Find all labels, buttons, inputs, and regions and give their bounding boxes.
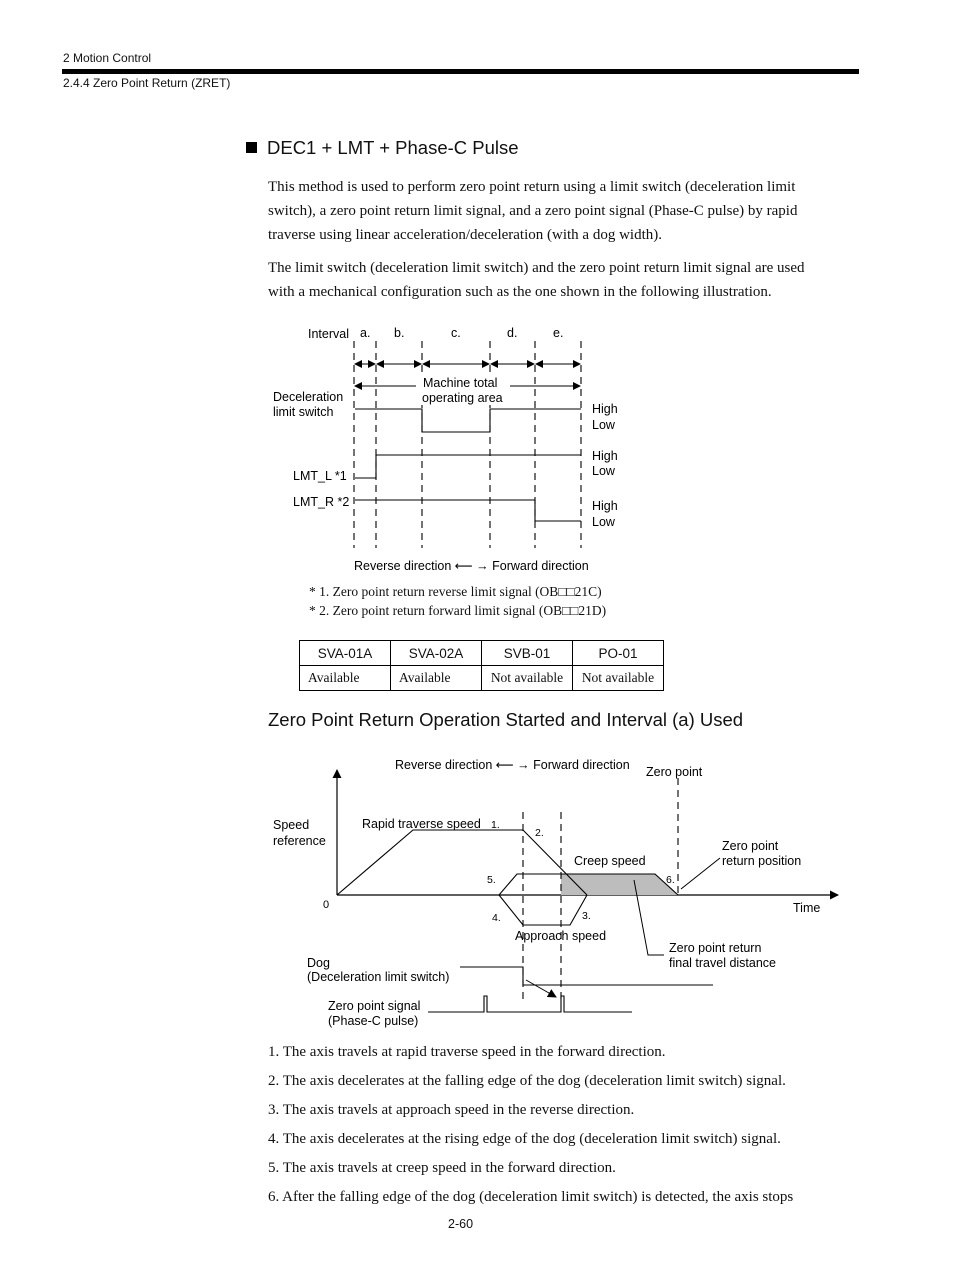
marker-2: 2. (535, 827, 544, 839)
marker-3: 3. (582, 910, 591, 922)
speed-reference-label-2: reference (273, 834, 326, 848)
table-cell: Not available (573, 666, 664, 691)
low-label: Low (592, 418, 615, 432)
final-travel-distance-label-2: final travel distance (669, 956, 777, 970)
time-axis-label: Time (793, 901, 821, 915)
approach-speed-label: Approach speed (515, 929, 607, 943)
dec-limit-switch-label: Deceleration (273, 390, 344, 404)
interval-label: Interval (308, 327, 349, 341)
table-cell: Available (300, 666, 391, 691)
origin-label: 0 (323, 899, 330, 911)
subsection-title: Zero Point Return Operation Started and Interval (a) Used (268, 709, 744, 730)
direction-label: Reverse direction ⟵ → Forward direction (354, 559, 589, 573)
table-header-cell: PO-01 (573, 641, 664, 666)
high-label: High (592, 449, 618, 463)
list-item: 2. The axis decelerates at the falling edge of the dog (deceleration limit switch) signal. (268, 1073, 786, 1089)
intro-line: switch), a zero point return limit signal, and a zero point signal (Phase-C pulse) by rapid (268, 203, 798, 219)
interval-c-label: c. (451, 326, 461, 340)
list-item: 1. The axis travels at rapid traverse speed in the forward direction. (268, 1044, 666, 1060)
low-label: Low (592, 464, 615, 478)
rapid-traverse-speed-label: Rapid traverse speed (362, 817, 481, 831)
interval-a-label: a. (360, 326, 371, 340)
speed-reference-label: Speed (273, 818, 310, 832)
interval-e-label: e. (553, 326, 564, 340)
zero-point-return-position-label: Zero point (722, 839, 779, 853)
marker-1: 1. (491, 819, 500, 831)
phase-c-pulse-waveform (428, 996, 632, 1012)
dog-label-2: (Deceleration limit switch) (307, 970, 450, 984)
high-label: High (592, 499, 618, 513)
marker-6: 6. (666, 874, 675, 886)
page-number: 2-60 (448, 1217, 474, 1231)
intro-line: with a mechanical configuration such as the one shown in the following illustration. (268, 284, 772, 300)
interval-d-label: d. (507, 326, 518, 340)
footnote-2: * 2. Zero point return forward limit signal (OB□□21D) (309, 603, 607, 618)
zero-point-return-position-label-2: return position (722, 854, 802, 868)
running-header-chapter: 2 Motion Control (63, 51, 152, 65)
table-header-cell: SVA-01A (300, 641, 391, 666)
lmt-r-label: LMT_R *2 (293, 495, 350, 509)
intro-line: The limit switch (deceleration limit switch) and the zero point return limit signal are used (268, 260, 805, 276)
list-item: 6. After the falling edge of the dog (deceleration limit switch) is detected, the axis stops (268, 1189, 794, 1205)
leader-line (681, 858, 720, 889)
table-header-cell: SVB-01 (482, 641, 573, 666)
phase-c-label: Zero point signal (328, 999, 421, 1013)
dog-label: Dog (307, 956, 330, 970)
running-header-section: 2.4.4 Zero Point Return (ZRET) (63, 76, 231, 90)
table-cell: Available (391, 666, 482, 691)
marker-4: 4. (492, 912, 501, 924)
list-item: 5. The axis travels at creep speed in the forward direction. (268, 1160, 616, 1176)
footnote-1: * 1. Zero point return reverse limit signal (OB□□21C) (309, 584, 602, 599)
machine-total-area-label-2: operating area (422, 391, 503, 405)
dec-limit-switch-label-2: limit switch (273, 405, 334, 419)
list-item: 4. The axis decelerates at the rising edge of the dog (deceleration limit switch) signal. (268, 1131, 781, 1147)
marker-5: 5. (487, 874, 496, 886)
phase-c-label-2: (Phase-C pulse) (328, 1014, 419, 1028)
lmt-l-label: LMT_L *1 (293, 469, 347, 483)
intro-line: traverse using linear acceleration/deceleration (with a dog width). (268, 227, 662, 243)
creep-speed-label: Creep speed (574, 854, 646, 868)
low-label: Low (592, 515, 615, 529)
intro-line: This method is used to perform zero point return using a limit switch (deceleration limit (268, 179, 796, 195)
table-cell: Not available (482, 666, 573, 691)
section-title-text: DEC1 + LMT + Phase-C Pulse (267, 137, 519, 158)
list-item: 3. The axis travels at approach speed in the reverse direction. (268, 1102, 635, 1118)
machine-total-area-label: Machine total (423, 376, 498, 390)
zero-point-label: Zero point (646, 765, 703, 779)
interval-b-label: b. (394, 326, 405, 340)
table-header-cell: SVA-02A (391, 641, 482, 666)
procedure-steps (268, 1041, 858, 1215)
final-travel-distance-label: Zero point return (669, 941, 762, 955)
high-label: High (592, 402, 618, 416)
trigger-arrow (526, 980, 556, 997)
direction-label: Reverse direction ⟵ → Forward direction (395, 758, 630, 772)
final-travel-shaded-region (561, 874, 678, 895)
